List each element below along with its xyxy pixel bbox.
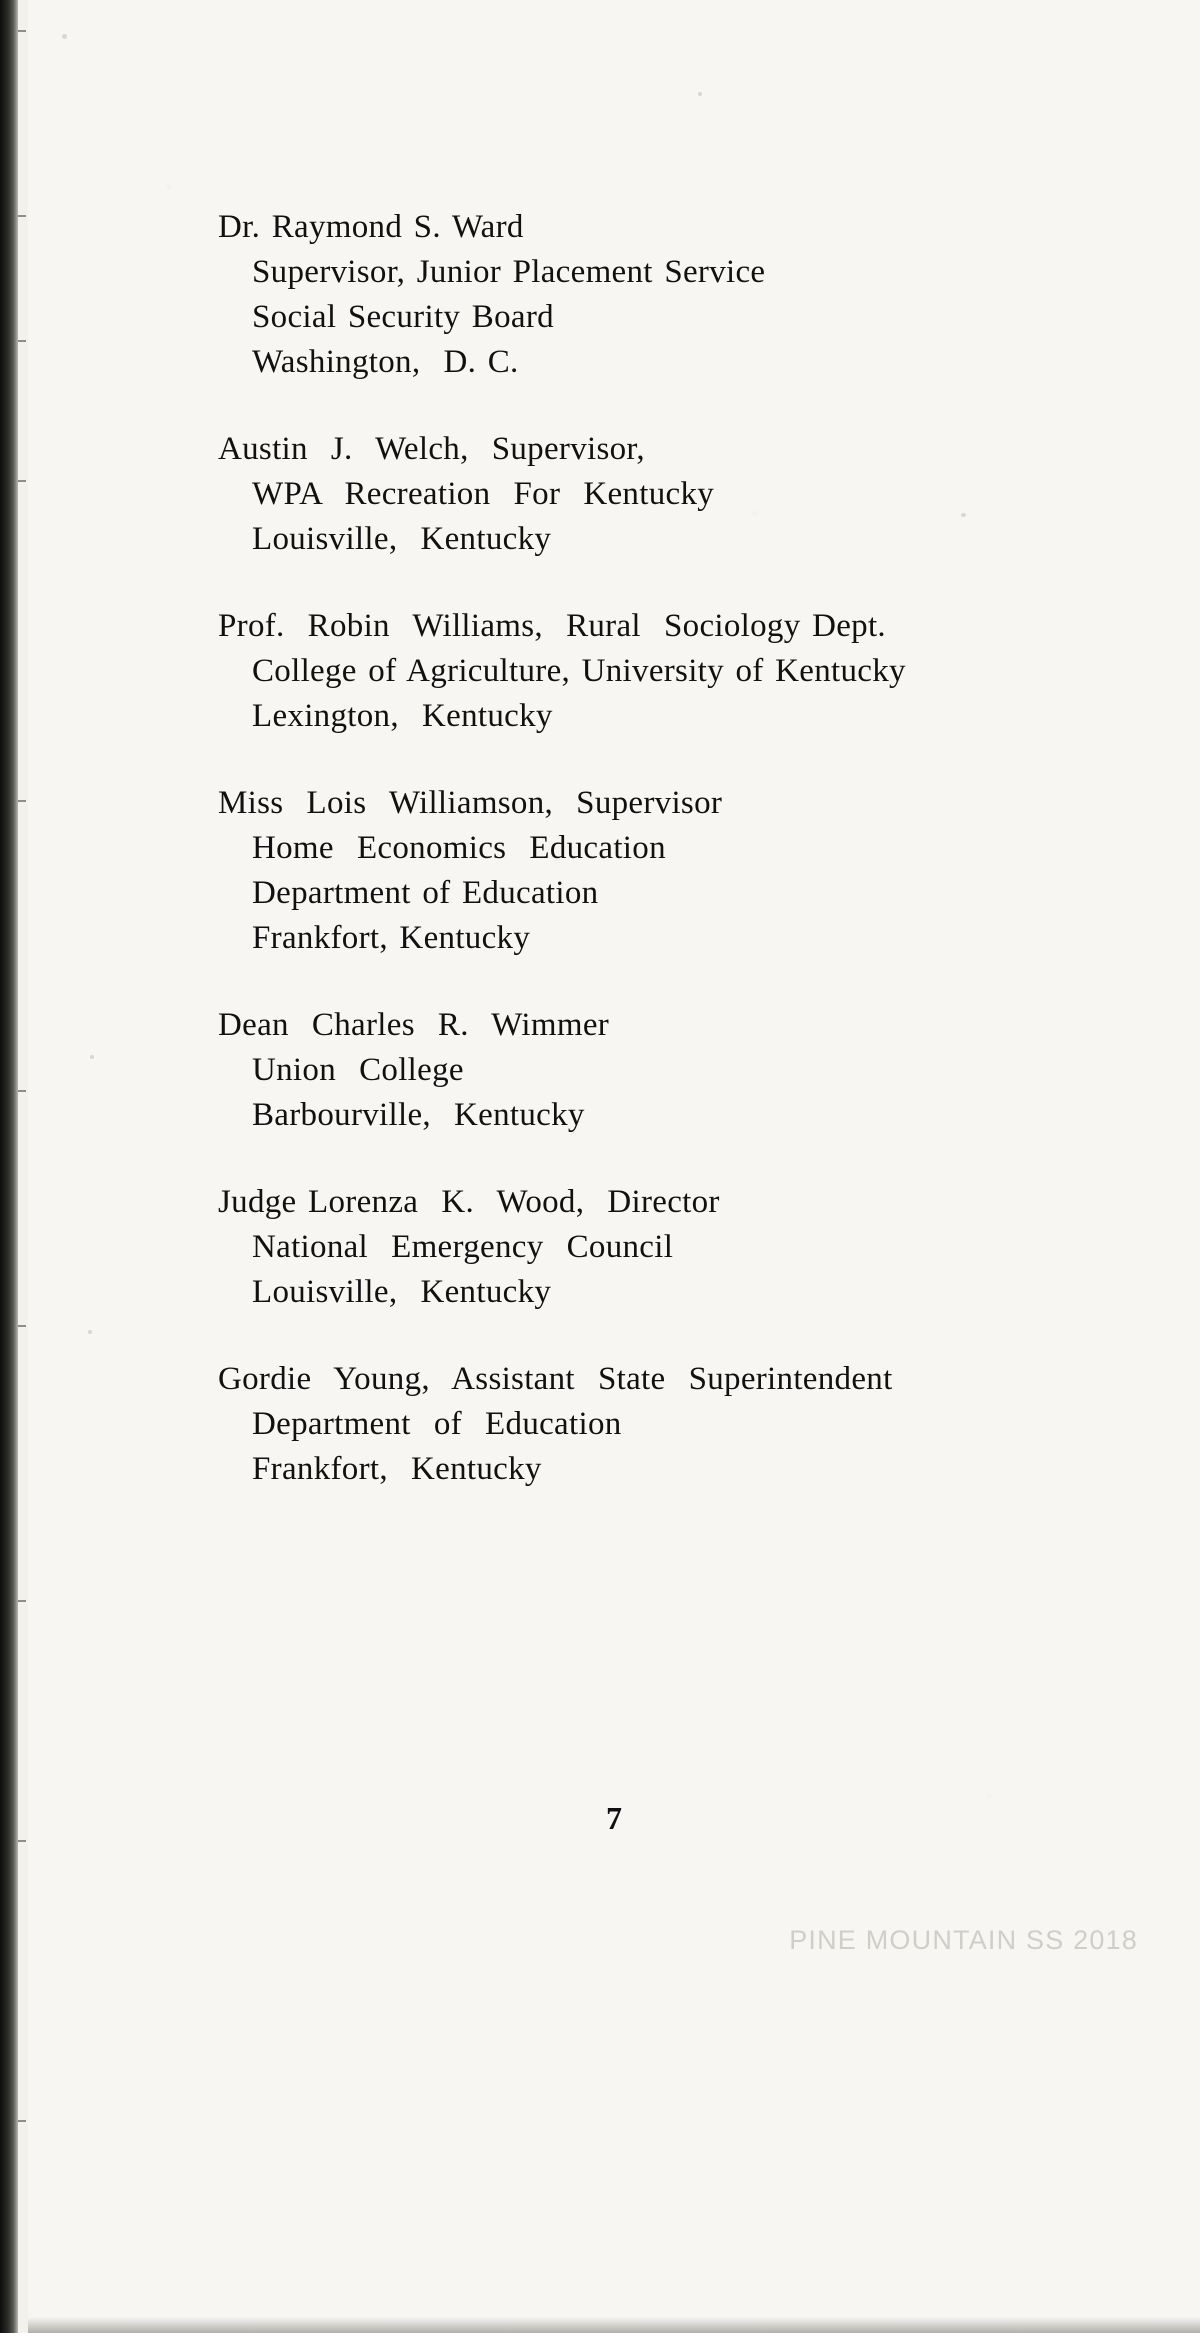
- paper-surface: [28, 0, 1200, 2333]
- entry-detail: College of Agriculture, University of Kentucky: [252, 653, 906, 689]
- entry-detail: Frankfort, Kentucky: [252, 1451, 542, 1487]
- page-bottom-shadow: [28, 2317, 1200, 2333]
- list-item: [218, 205, 1098, 385]
- entry-detail: National Emergency Council: [252, 1229, 674, 1265]
- entry-detail: Louisville, Kentucky: [252, 521, 552, 557]
- entry-name: Dean Charles R. Wimmer: [218, 1007, 610, 1043]
- entry-name: Judge Lorenza K. Wood, Director: [218, 1184, 720, 1220]
- entry-detail: Louisville, Kentucky: [252, 1274, 552, 1310]
- entry-detail: WPA Recreation For Kentucky: [252, 476, 715, 512]
- entry-detail: Department of Education: [252, 1406, 622, 1442]
- entry-name: Prof. Robin Williams, Rural Sociology Dept.: [218, 608, 886, 644]
- entry-detail: Lexington, Kentucky: [252, 698, 553, 734]
- list-item: [218, 781, 1098, 961]
- entry-detail: Social Security Board: [252, 299, 554, 335]
- entry-name: Dr. Raymond S. Ward: [218, 209, 524, 245]
- list-item: [218, 604, 1098, 739]
- entry-detail: Barbourville, Kentucky: [252, 1097, 585, 1133]
- paper-speck: [88, 1330, 92, 1334]
- entry-detail: Home Economics Education: [252, 830, 666, 866]
- book-binding-edge: [0, 0, 18, 2333]
- list-item: [218, 427, 1098, 562]
- entry-detail: Washington, D. C.: [252, 344, 519, 380]
- list-item: [218, 1357, 1098, 1492]
- page-edge-marks: [18, 0, 28, 2333]
- entry-detail: Union College: [252, 1052, 464, 1088]
- watermark: PINE MOUNTAIN SS 2018: [789, 1925, 1138, 1955]
- entry-name: Austin J. Welch, Supervisor,: [218, 431, 645, 467]
- paper-speck: [90, 1055, 94, 1059]
- directory-list: [218, 205, 1098, 1492]
- entry-name: Gordie Young, Assistant State Superintendent: [218, 1361, 893, 1397]
- entry-detail: Frankfort, Kentucky: [252, 920, 531, 956]
- list-item: [218, 1003, 1098, 1138]
- list-item: [218, 1180, 1098, 1315]
- page-number: 7: [606, 1800, 622, 1836]
- paper-speck: [62, 34, 67, 39]
- entry-detail: Supervisor, Junior Placement Service: [252, 254, 766, 290]
- entry-name: Miss Lois Williamson, Supervisor: [218, 785, 723, 821]
- entry-detail: Department of Education: [252, 875, 599, 911]
- paper-speck: [698, 92, 702, 96]
